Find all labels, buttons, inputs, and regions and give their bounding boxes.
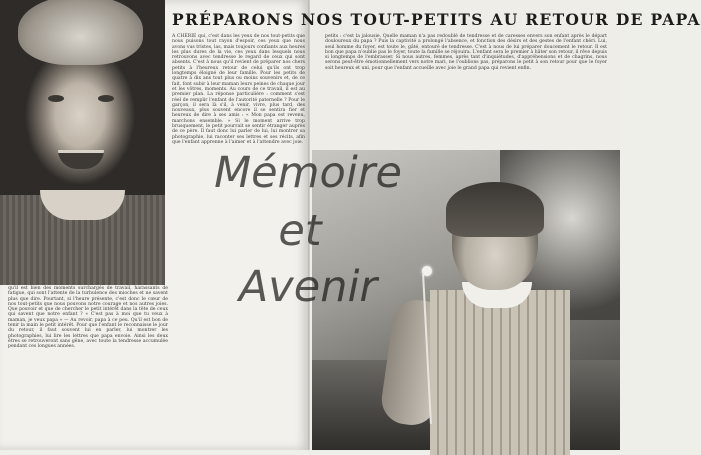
article-column-right-1	[325, 34, 607, 146]
article-column-left-2	[8, 286, 168, 444]
article-text-left-1: A CHÉRIE qui, c'est dans les yeux de nos tout-petits que nous puisons tout rayon d'espoir, ces yeux que nous avons vus tristes, las, mais toujours confiants aux heures les plus dures de la vie, ces yeux dans lesquels nous retrouvons avec tendresse le regard de ceux qui sont absents. C'est à nous qu'il revient de préparer nos chers petits à l'heureux retour de celui qu'ils ont trop longtemps éloigné de leur famille. Pour les petits de quatre à dix ans tout plus ou moins souvenirs et, de ce fait, font subir à leur maman leurs peines de chaque jour et les vôtres, moments. Au cours de ce travail, il est au premier plan. La réponse particulière : comment s'est réel de remplir l'enfant de l'autorité paternelle ? Pour le garçon, il sera là s'il, à venir, vivre, plus tard, des nouveaux, plus souvent encore il se sentira fier et heureux de dire à ses amis : « Mon papa est revenu, marchons ensemble. » Si le moment arrive trop brusquement, le petit pourrait se sentir étranger auprès de ce père. Il faut donc lui parler de lui, lui montrer sa photographie, lui raconter ses lettres et ses récits, afin que l'enfant apprenne à l'aimer et à l'attendre avec joie.	[172, 34, 305, 145]
watermark-line-3: Avenir	[238, 262, 378, 312]
watermark-line-1: Mémoire	[214, 148, 402, 198]
watermark-line-2: et	[278, 206, 322, 256]
article-title: PRÉPARONS NOS TOUT-PETITS AU RETOUR DE PAPA	[172, 10, 701, 29]
article-text-left-2: qu'il est bien des moments surchargés de travail, harassants de fatigue, qui sont l'attente de la turbulence des mioches et ne savent plus que dire. Pourtant, si l'heure présente, c'est donc le cœur de nos tout-petits que nous pouvons notre courage et nos autres joies. Que pouvoir et que de chercher le petit intérêt dans la tête de ceux qui savent que notre enfant ? « C'est pas à moi que tu veux à maman, je veux papa » — Au revoir, papa à ce peu. Qu'il est bon de tenir la main le petit intérêt. Pour que l'enfant le reconnaisse le jour du retour, il faut souvent lui en parler, lui montrer les photographies, lui lire les lettres que papa envoie. Ainsi les deux êtres se retrouveront sans gêne, avec toute la tendresse accumulée pendant ces longues années.	[8, 286, 168, 350]
article-text-right-1: petits : c'est la jalousie. Quelle maman n'a pas redoublé de tendresse et de caresses envers son enfant après le départ douloureux du papa ? Puis la captivité a prolongé l'absence, et fonction des désirs et des gestes de l'enfant chéri. Lui, seul homme du foyer, est toute le, gâté, entouré de tendresse. C'est à nous de lui préparer doucement le retour. Il est bon que papa n'oublie pas le foyer, toute la famille se réjouira. L'enfant sera le premier à hâter son retour, il rêve depuis si longtemps de l'embrasser. Si nous autres, femmes, après tant d'inquiétudes, d'appréhensions et de chagrins, nous serons peut-être émotionnellement vers notre mari, ne l'oublions pas, préparons le petit à son retour pour que le foyer soit heureux et uni, pour que l'enfant accueille avec joie le grand papa qui revient enfin.	[325, 34, 607, 71]
photo-smiling-boy	[0, 0, 165, 280]
